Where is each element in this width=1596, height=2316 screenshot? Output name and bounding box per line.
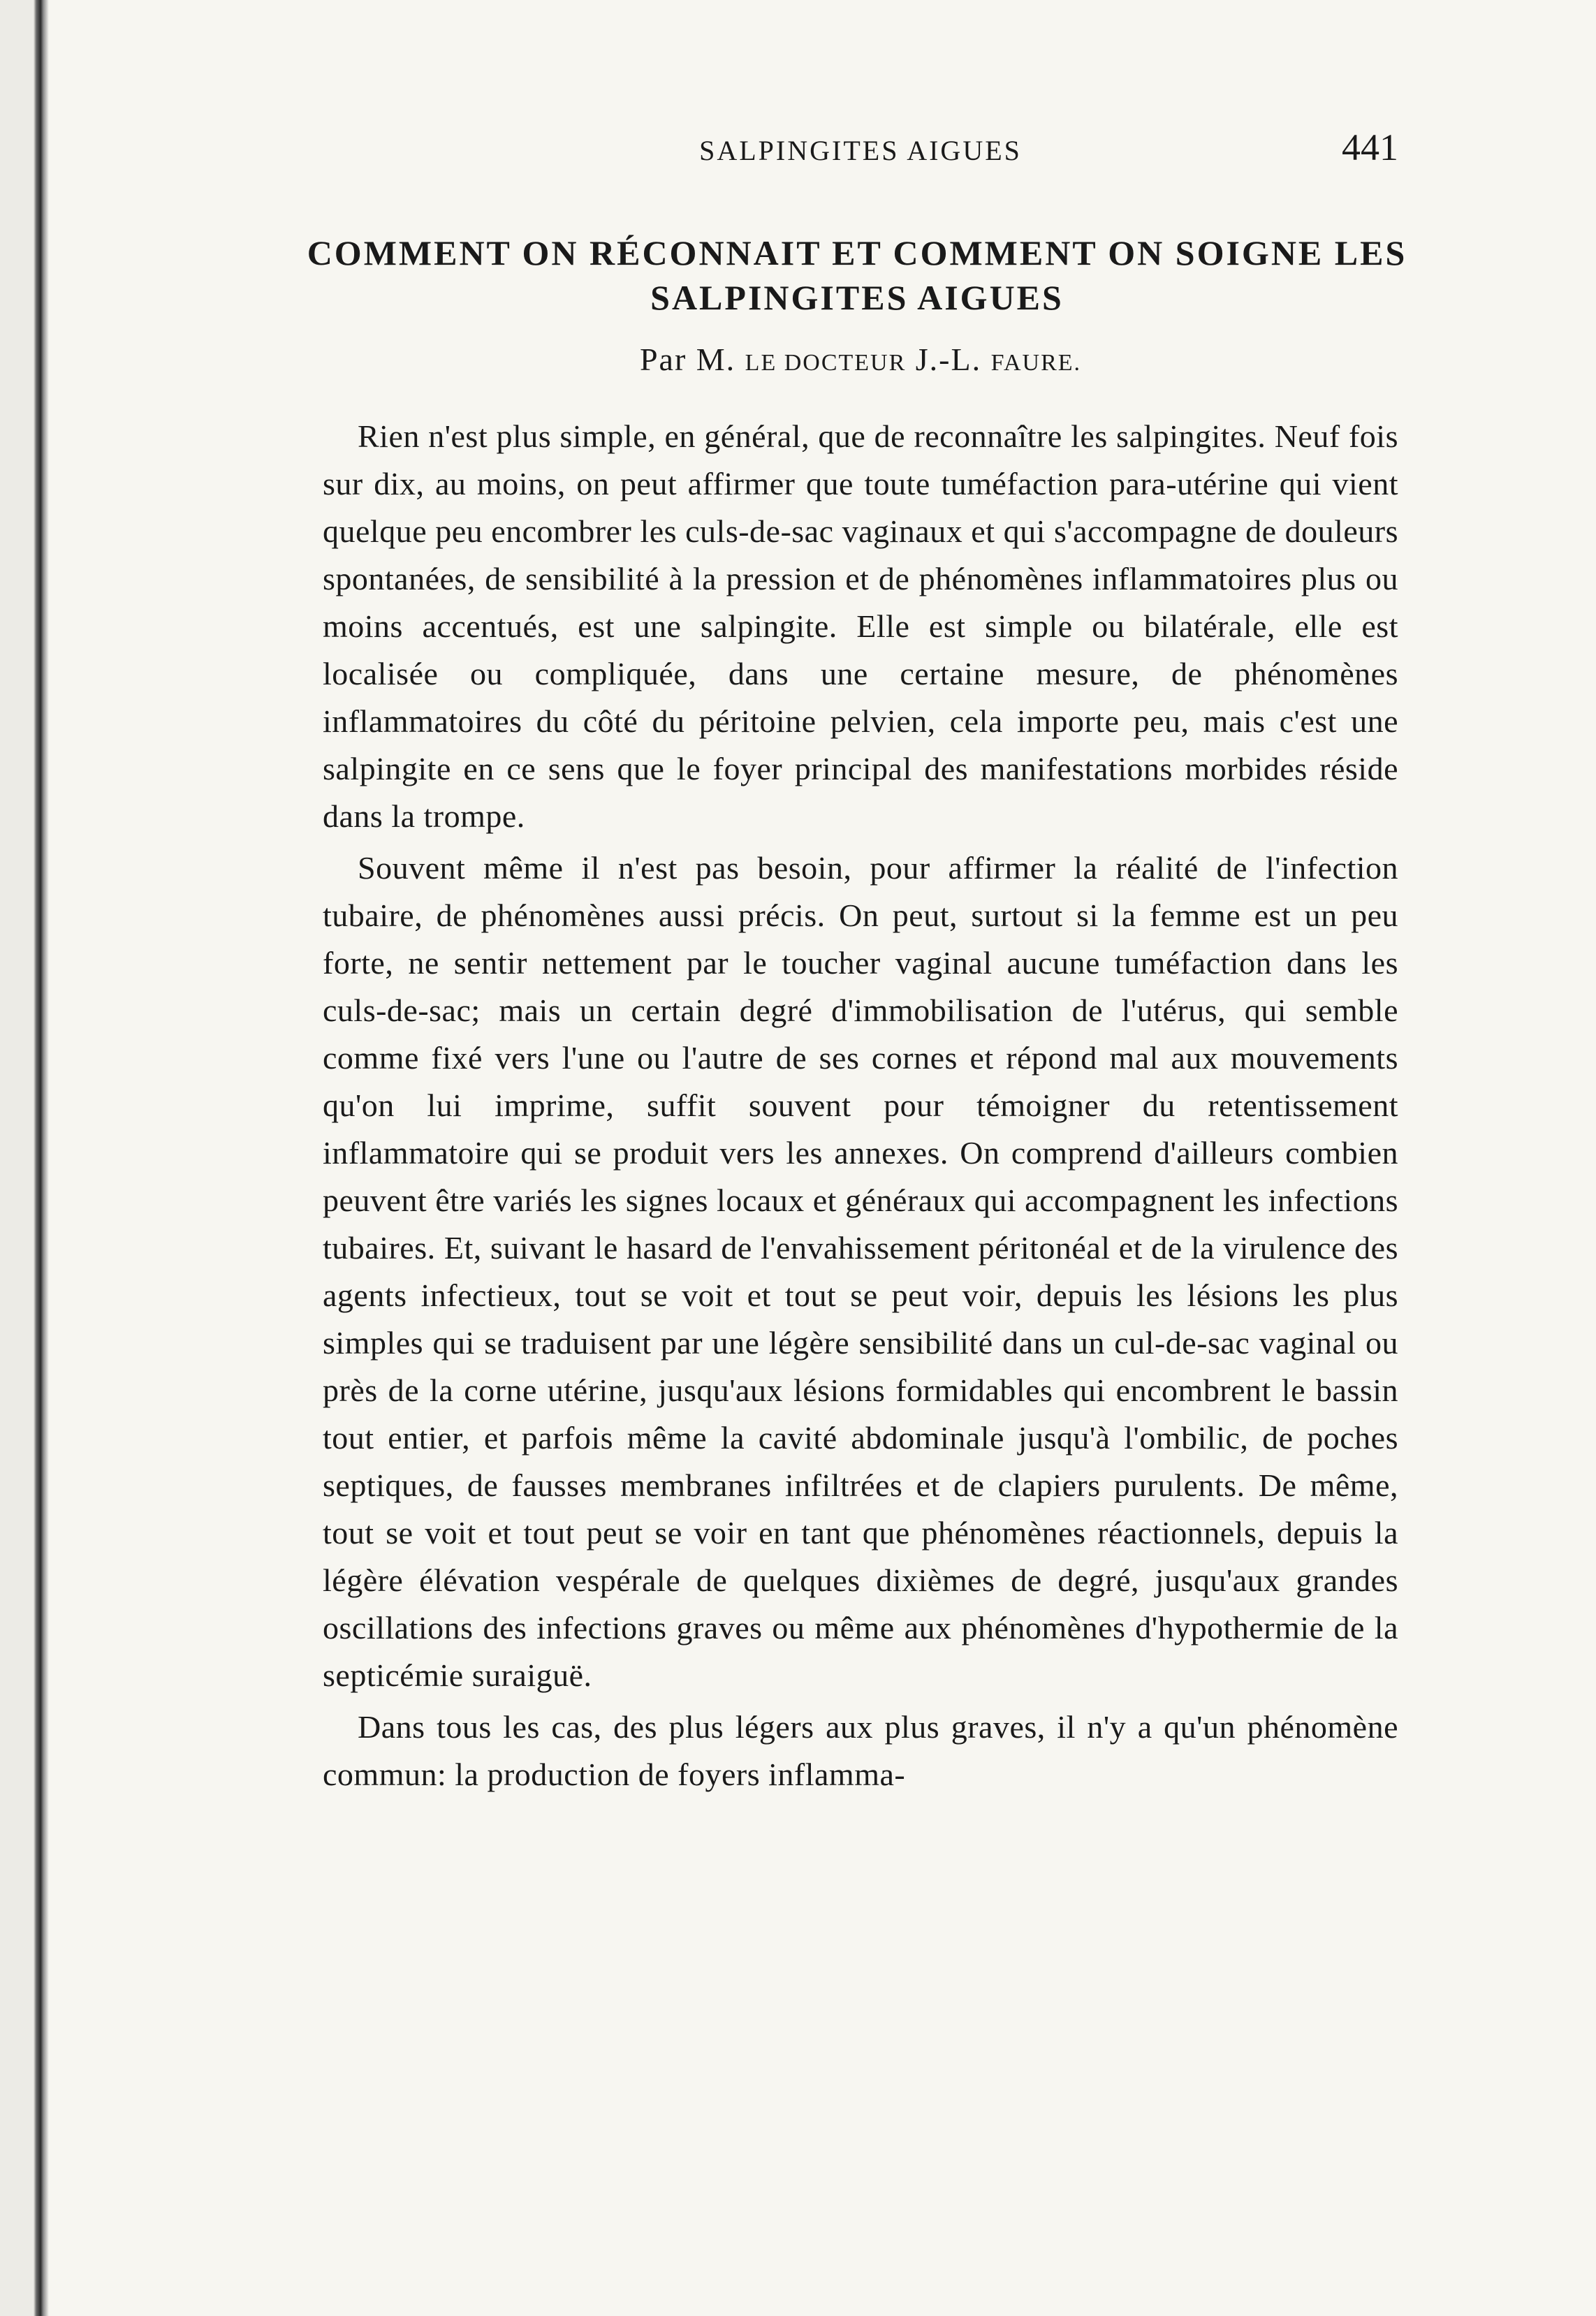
- paragraph-3: Dans tous les cas, des plus légers aux plus graves, il n'y a qu'un phénomène commun: la production de foyers inflamma-: [323, 1709, 1398, 1792]
- paragraph-1: Rien n'est plus simple, en général, que de reconnaître les salpingites. Neuf fois sur dix, au moins, on peut affirmer que toute tuméfaction para-utérine qui vient quelque peu encombrer les culs-de-sac vaginaux et qui s'accompagne de douleurs spontanées, de sensibilité à la pression et de phénomènes inflammatoires plus ou moins accentués, est une salpingite. Elle est simple ou bilatérale, elle est localisée ou compliquée, dans une certaine mesure, de phénomènes inflammatoires du côté du péritoine pelvien, cela importe peu, mais c'est une salpingite en ce sens que le foyer principal des manifestations morbides réside dans la trompe.: [323, 418, 1398, 834]
- scan-binding-edge: [0, 0, 49, 2316]
- byline: [323, 341, 1398, 378]
- running-title: SALPINGITES AIGUES: [699, 135, 1022, 166]
- article-title-line-1: COMMENT ON RÉCONNAIT ET COMMENT ON SOIGNE LES: [307, 233, 1407, 272]
- byline-initials: J.-L.: [915, 342, 982, 377]
- running-head: [323, 126, 1398, 182]
- byline-name: FAURE.: [990, 350, 1082, 376]
- body-text: [323, 413, 1398, 1798]
- paragraph-2: Souvent même il n'est pas besoin, pour affirmer la réalité de l'infection tubaire, de phénomènes aussi précis. On peut, surtout si la femme est un peu forte, ne sentir nettement par le toucher vaginal aucune tuméfaction dans les culs-de-sac; mais un certain degré d'immobilisation de l'utérus, qui semble comme fixé vers l'une ou l'autre de ses cornes et répond mal aux mouvements qu'on lui imprime, suffit souvent pour témoigner du retentissement inflammatoire qui se produit vers les annexes. On comprend d'ailleurs combien peuvent être variés les signes locaux et généraux qui accompagnent les infections tubaires. Et, suivant le hasard de l'envahissement péritonéal et de la virulence des agents infectieux, tout se voit et tout se peut voir, depuis les lésions les plus simples qui se traduisent par une légère sensibilité dans un cul-de-sac vaginal ou près de la corne utérine, jusqu'aux lésions formidables qui encombrent le bassin tout entier, et parfois même la cavité abdominale jusqu'à l'ombilic, de poches septiques, de fausses membranes infiltrées et de clapiers purulents. De même, tout se voit et tout peut se voir en tant que phénomènes réactionnels, depuis la légère élévation vespérale de quelques dixièmes de degré, jusqu'aux grandes oscillations des infections graves ou même aux phénomènes d'hypothermie de la septicémie suraiguë.: [323, 850, 1398, 1693]
- byline-title: LE DOCTEUR: [745, 350, 907, 376]
- document-page: [307, 126, 1407, 1803]
- page-number: 441: [1342, 126, 1398, 168]
- article-title: [274, 230, 1440, 320]
- byline-prefix: Par M.: [639, 342, 736, 377]
- article-title-line-2: SALPINGITES AIGUES: [650, 278, 1064, 317]
